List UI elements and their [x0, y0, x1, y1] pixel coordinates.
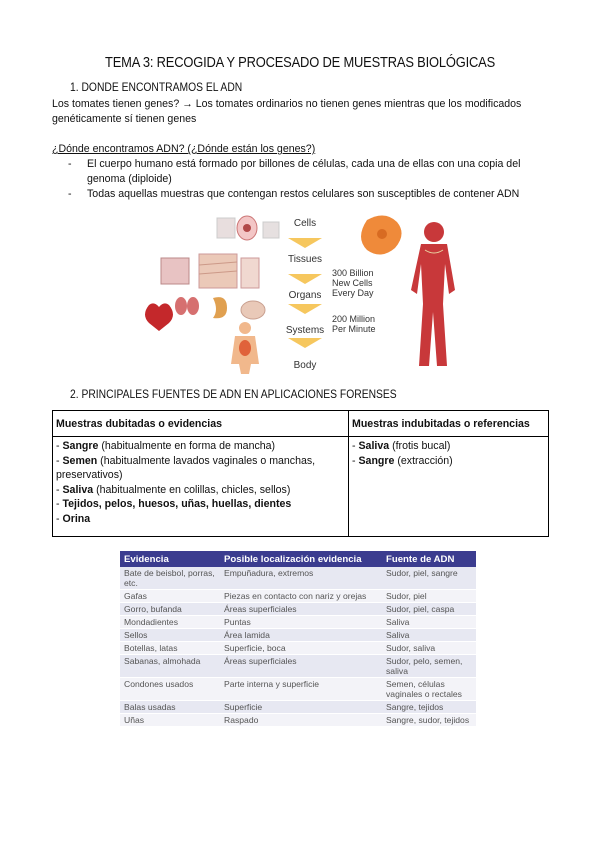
table-cell: Sudor, pelo, semen, saliva — [382, 655, 476, 678]
table-row — [120, 678, 476, 701]
stat-per-minute: 200 Million Per Minute — [332, 314, 376, 334]
biological-organization-illustration — [135, 210, 490, 380]
level-organs: Organs — [288, 290, 322, 301]
list-item: - Saliva (habitualmente en colillas, chicles, sellos) — [56, 483, 291, 496]
table-cell: Empuñadura, extremos — [220, 567, 382, 590]
table-cell: Uñas — [120, 714, 220, 727]
level-body: Body — [293, 360, 317, 371]
table-cell: Superficie, boca — [220, 642, 382, 655]
col-header-indubitadas: Muestras indubitadas o referencias — [349, 411, 549, 437]
table-cell: Puntas — [220, 616, 382, 629]
table-row — [120, 616, 476, 629]
table-cell: Parte interna y superficie — [220, 678, 382, 701]
list-item: - Sangre (habitualmente en forma de mancha) — [56, 440, 276, 452]
cell-blob-icon — [361, 215, 402, 254]
table-cell: Sellos — [120, 629, 220, 642]
dna-sources-table — [52, 410, 549, 537]
table-cell: Saliva — [382, 616, 476, 629]
section-1-bullets — [68, 157, 558, 202]
table-row — [120, 567, 476, 590]
location-header: Posible localización evidencia — [220, 551, 382, 567]
section-2-heading: 2. PRINCIPALES FUENTES DE ADN EN APLICACIONES FORENSES — [70, 387, 397, 401]
table-cell: Sabanas, almohada — [120, 655, 220, 678]
table-cell: Semen, células vaginales o rectales — [382, 678, 476, 701]
level-systems: Systems — [285, 325, 325, 336]
table-row — [120, 603, 476, 616]
stat-new-cells: 300 Billion New Cells Every Day — [332, 268, 374, 298]
table-cell: Condones usados — [120, 678, 220, 701]
tissue-icon — [161, 254, 259, 288]
table-cell: Sudor, piel — [382, 590, 476, 603]
table-row — [120, 655, 476, 678]
dubitadas-cell — [53, 437, 349, 537]
list-item: - Semen (habitualmente lavados vaginales o manchas, preservativos) — [56, 454, 316, 482]
table-cell: Sangre, sudor, tejidos — [382, 714, 476, 727]
table-cell: Sangre, tejidos — [382, 701, 476, 714]
table-cell: Raspado — [220, 714, 382, 727]
table-row — [120, 701, 476, 714]
table-cell: Sudor, saliva — [382, 642, 476, 655]
table-cell: Balas usadas — [120, 701, 220, 714]
level-tissues: Tissues — [287, 254, 323, 265]
systems-icon — [231, 322, 259, 374]
tomato-paragraph: Los tomates tienen genes? → Los tomates ordinarios no tienen genes mientras que los modificados genéticamente sí tienen genes — [52, 98, 522, 125]
table-row — [120, 629, 476, 642]
evidence-header: Evidencia — [120, 551, 220, 567]
cell-icon — [217, 216, 279, 240]
source-header: Fuente de ADN — [382, 551, 476, 567]
table-row — [120, 714, 476, 727]
bullet-item: - Todas aquellas muestras que contengan restos celulares son susceptibles de contener ADN — [68, 187, 558, 202]
list-item: - Saliva (frotis bucal) — [352, 440, 451, 452]
indubitadas-cell — [349, 437, 549, 537]
col-header-dubitadas: Muestras dubitadas o evidencias — [53, 411, 349, 437]
table-cell: Sudor, piel, caspa — [382, 603, 476, 616]
section-1-heading: 1. DONDE ENCONTRAMOS EL ADN — [70, 80, 243, 94]
table-cell: Mondadientes — [120, 616, 220, 629]
table-cell: Áreas superficiales — [220, 655, 382, 678]
table-cell: Área lamida — [220, 629, 382, 642]
evidence-table — [120, 551, 476, 727]
bullet-item: - El cuerpo humano está formado por billones de células, cada una de ellas con una copia del genoma (diploide) — [68, 157, 558, 187]
table-cell: Saliva — [382, 629, 476, 642]
table-row — [120, 590, 476, 603]
page-title: TEMA 3: RECOGIDA Y PROCESADO DE MUESTRAS BIOLÓGICAS — [104, 54, 496, 71]
table-cell: Botellas, latas — [120, 642, 220, 655]
list-item: - Orina — [56, 512, 91, 525]
list-item: - Tejidos, pelos, huesos, uñas, huellas, dientes — [56, 498, 292, 511]
table-cell: Sudor, piel, sangre — [382, 567, 476, 590]
table-cell: Superficie — [220, 701, 382, 714]
table-cell: Bate de beisbol, porras, etc. — [120, 567, 220, 590]
level-cells: Cells — [293, 218, 317, 229]
table-cell: Gafas — [120, 590, 220, 603]
table-cell: Piezas en contacto con nariz y orejas — [220, 590, 382, 603]
list-item: - Sangre (extracción) — [352, 454, 453, 467]
table-cell: Gorro, bufanda — [120, 603, 220, 616]
table-row — [120, 642, 476, 655]
table-cell: Áreas superficiales — [220, 603, 382, 616]
human-body-icon — [411, 222, 455, 366]
dna-question: ¿Dónde encontramos ADN? (¿Dónde están los genes?) — [52, 143, 316, 155]
